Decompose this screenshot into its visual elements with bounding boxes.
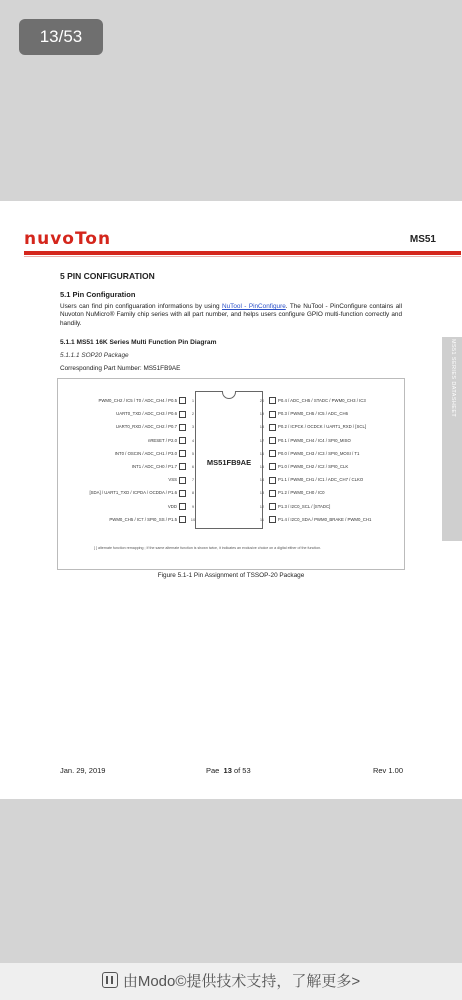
pin-label: VDD [167, 503, 177, 509]
pin-row-left [58, 436, 198, 445]
pin-pad [269, 477, 276, 484]
pin-number: 5 [191, 450, 195, 456]
nutool-link[interactable]: NuTool - PinConfigure [222, 303, 286, 310]
pin-row-left [58, 515, 198, 524]
pin-pad [269, 424, 276, 431]
modo-banner[interactable] [0, 963, 462, 1000]
pin-row-left [58, 502, 198, 511]
body-text-end: . The NuTool - PinConfigure contains all Nuvoton NuMicro® Family chip series with all part number, and helps users configure GPIO multi-function correctly and handily. [60, 303, 402, 327]
pin-label: P1.1 / PWM0_CH1 / IC1 / ADC_CH7 / CLKO [278, 477, 364, 483]
pin-number: 20 [259, 398, 265, 403]
pin-row-right [257, 436, 417, 445]
pin-pad [269, 503, 276, 510]
chip-body [195, 391, 263, 529]
pin-pad [179, 411, 186, 418]
pin-row-right [257, 515, 417, 524]
package-title: 5.1.1.1 SOP20 Package [60, 352, 129, 359]
pin-row-right [257, 462, 417, 471]
nuvoton-logo: nuvoTon [24, 229, 112, 249]
pin-row-right [257, 488, 417, 497]
pin-pad [269, 437, 276, 444]
pin-label: P1.3 / I2C0_SCL / [STADC] [278, 503, 331, 509]
pin-label: PWM0_CH5 / IC7 / SPI0_SS / P1.5 [109, 516, 177, 522]
pin-label: PWM0_CH2 / IC5 / T0 / ADC_CH4 / P0.5 [98, 398, 177, 403]
pin-number: 18 [259, 424, 265, 430]
modo-banner-text: 由Modo©提供技术支持，了解更多> [122, 973, 361, 990]
pin-pad [179, 477, 186, 484]
pin-pad [179, 503, 186, 510]
pin-pad [269, 463, 276, 470]
pin-label: UART0_RXD / ADC_CH2 / P0.7 [115, 424, 177, 430]
pin-pad [179, 490, 186, 497]
pin-pad [269, 490, 276, 497]
modo-logo-icon [102, 972, 118, 988]
pin-number: 1 [191, 398, 195, 403]
body-text-start: Users can find pin configuaration informations by using [60, 303, 222, 310]
pin-pad [179, 437, 186, 444]
subsubsection-title: 5.1.1 MS51 16K Series Multi Function Pin Diagram [60, 339, 217, 346]
side-tab-label: MS51 SERIES DATASHEET [450, 339, 456, 418]
footer-page-number [206, 766, 251, 775]
pin-number: 12 [259, 503, 265, 509]
footer-revision: Rev 1.00 [372, 766, 403, 775]
pin-row-left [58, 475, 198, 484]
section-title: 5 PIN CONFIGURATION [60, 271, 155, 281]
pin-pad [179, 450, 186, 457]
pin-number: 13 [259, 490, 265, 496]
pin-number: 3 [191, 424, 195, 430]
pin-number: 6 [191, 464, 195, 469]
pin-pad [179, 463, 186, 470]
pin-number: 2 [191, 411, 195, 417]
pin-label: INT0 / OSCIN / ADC_CH1 / P3.0 [114, 450, 177, 456]
pin-label: P0.4 / ADC_CH5 / STADC / PWM0_CH3 / IC3 [278, 398, 366, 403]
pin-number: 9 [191, 503, 195, 509]
pin-pad [269, 516, 276, 523]
pin-label: P1.2 / PWM0_CH0 / IC0 [278, 490, 325, 496]
pin-pad [269, 450, 276, 457]
chip-name: MS51FB9AE [206, 458, 252, 467]
diagram-note: [ ] alternate function remapping ; If the same alternate function is shown twice, it indicates an exclusive choice on a digital either of the function. [94, 546, 322, 550]
pin-row-left [58, 396, 198, 405]
pin-label: nRESET / P2.0 [147, 437, 177, 443]
pin-pad [269, 411, 276, 418]
header-rule [24, 251, 461, 255]
pin-label: P1.0 / PWM0_CH2 / IC2 / SPI0_CLK [278, 464, 349, 469]
pin-row-left [58, 449, 198, 458]
pin-label: P0.2 / ICPCK / OCDCK / UART1_RXD / [SCL] [278, 424, 367, 430]
pin-row-right [257, 422, 417, 431]
figure-caption: Figure 5.1-1 Pin Assignment of TSSOP-20 Package [157, 572, 305, 579]
header-model: MS51 [409, 234, 436, 245]
pin-row-left [58, 422, 198, 431]
pin-number: 19 [259, 411, 265, 417]
document-page [0, 201, 462, 799]
pin-label: P0.1 / PWM0_CH4 / IC4 / SPI0_MISO [278, 437, 351, 443]
pin-row-right [257, 475, 417, 484]
chip-notch [222, 385, 236, 399]
pin-label: [SDA] / UART1_TXD / ICPDA / OCDDA / P1.6 [89, 490, 177, 496]
pin-row-right [257, 502, 417, 511]
pin-row-left [58, 409, 198, 418]
side-tab [442, 337, 462, 541]
subsection-title: 5.1 Pin Configuration [60, 290, 136, 299]
pin-number: 7 [191, 477, 195, 483]
footer-page-prefix: Pae [206, 766, 220, 775]
pin-number: 16 [259, 450, 265, 456]
header-rule-shadow [24, 256, 461, 257]
pin-number: 14 [259, 477, 265, 483]
pin-number: 10 [190, 516, 196, 522]
pin-pad [269, 397, 276, 404]
pin-diagram [57, 378, 405, 570]
pin-pad [179, 424, 186, 431]
pin-label: P0.0 / PWM0_CH3 / IC3 / SPI0_MOSI / T1 [278, 450, 360, 456]
pin-pad [179, 516, 186, 523]
part-number: Corresponding Part Number: MS51FB9AE [60, 365, 181, 372]
page-indicator: 13/53 [19, 19, 103, 55]
footer-date: Jan. 29, 2019 [60, 766, 106, 775]
pin-number: 17 [259, 437, 265, 443]
pin-row-right [257, 449, 417, 458]
pin-pad [179, 397, 186, 404]
pin-row-right [257, 396, 417, 405]
pin-label: P1.4 / I2C0_SDA / PWM0_BRAKE / PWM0_CH1 [278, 516, 372, 522]
pin-label: P0.3 / PWM0_CH5 / IC5 / ADC_CH6 [278, 411, 348, 417]
footer-page-current: 13 [223, 766, 232, 775]
pin-row-right [257, 409, 417, 418]
pin-row-left [58, 488, 198, 497]
pin-label: INT1 / ADC_CH0 / P1.7 [131, 464, 177, 469]
pin-label: UART0_TXD / ADC_CH3 / P0.6 [116, 411, 177, 417]
pin-row-left [58, 462, 198, 471]
footer-page-suffix: of 53 [233, 766, 251, 775]
pin-label: VSS [168, 477, 177, 483]
pin-number: 4 [191, 437, 195, 443]
pin-number: 8 [191, 490, 195, 496]
body-paragraph [60, 303, 402, 328]
pin-number: 15 [259, 464, 265, 469]
pin-number: 11 [259, 516, 265, 522]
